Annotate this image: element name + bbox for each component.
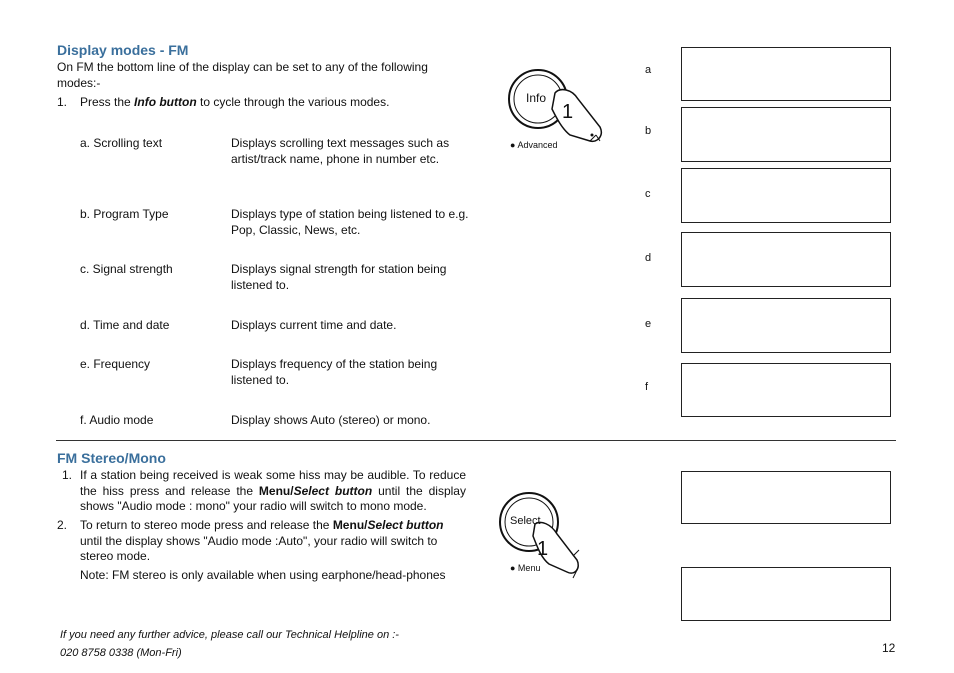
lcd-display-c <box>681 168 891 223</box>
lcd-a-band <box>861 100 890 101</box>
select-button-label: Select <box>510 515 541 527</box>
lcd-e-station <box>685 352 736 353</box>
stereo-step1-b: until the display shows "Audio mode : mono" your radio will switch to mono mode. <box>80 483 466 513</box>
info-button-label: Info <box>526 91 547 105</box>
lcd-b-station <box>685 161 761 162</box>
mode-desc-e: Displays frequency of the station being listened to. <box>231 357 438 387</box>
info-button-illustration <box>500 65 610 155</box>
stereo-step2-text <box>80 518 466 565</box>
section-divider <box>56 440 896 441</box>
step-prefix: Press the <box>80 95 135 109</box>
stereo-step1-text <box>80 468 466 515</box>
stereo-step2-bold-italic: Select button <box>367 518 444 532</box>
menu-label: ● Menu <box>510 563 541 573</box>
step-badge: 1 <box>562 101 574 123</box>
lcd-display-d <box>681 232 891 287</box>
lcd-b-band <box>861 160 890 162</box>
stereo-step1-bold: Menu/ <box>258 483 294 498</box>
display-letter-c: c <box>645 188 651 200</box>
lcd-e-band <box>861 351 890 353</box>
select-button-illustration <box>495 490 595 580</box>
mode-desc-f: Display shows Auto (stereo) or mono. <box>231 413 431 427</box>
step-instruction <box>80 95 470 111</box>
stereo-step2-bold: Menu/ <box>332 518 368 532</box>
stereo-step2-a: To return to stereo mode press and release the <box>80 518 333 532</box>
lcd-c-station <box>685 222 736 223</box>
step-badge-2: 1 <box>537 538 549 560</box>
display-letter-d: d <box>645 252 652 264</box>
stereo-step2-b: until the display shows "Audio mode :Auto", your radio will switch to stereo mode. <box>80 533 438 563</box>
section-heading-display-modes: Display modes - FM <box>57 42 189 58</box>
display-letter-b: b <box>645 125 652 137</box>
mode-label-b: b. Program Type <box>80 207 169 221</box>
stereo-step2-number: 2. <box>57 518 68 532</box>
lcd-f-band <box>861 416 890 417</box>
stereo-step1-a: If a station being received is weak some hiss may be audible. To reduce the hiss press and release the <box>80 468 466 498</box>
display-letter-e: e <box>645 318 652 330</box>
page-number: 12 <box>882 641 896 655</box>
lcd-d-station <box>685 286 761 287</box>
display-letter-f: f <box>645 381 649 393</box>
mode-desc-d: Displays current time and date. <box>231 318 397 332</box>
stereo-step1-bold-italic: Select button <box>293 483 373 498</box>
mode-desc-c: Displays signal strength for station being listened to. <box>231 262 447 292</box>
lcd-audio-mono <box>681 471 891 524</box>
lcd-display-a <box>681 47 891 101</box>
mode-desc-a: Displays scrolling text messages such as artist/track name, phone in number etc. <box>231 136 450 166</box>
section-heading-stereo-mono: FM Stereo/Mono <box>57 450 166 466</box>
stereo-note: Note: FM stereo is only available when using earphone/head-phones <box>80 568 446 582</box>
mode-desc-b: Displays type of station being listened to e.g. Pop, Classic, News, etc. <box>231 207 469 237</box>
mode-label-e: e. Frequency <box>80 357 151 371</box>
mode-label-f: f. Audio mode <box>80 413 154 427</box>
lcd-audio-auto-line <box>685 620 890 621</box>
lcd-display-b <box>681 107 891 162</box>
mode-label-d: d. Time and date <box>80 318 170 332</box>
step-bold: Info button <box>134 95 197 109</box>
intro-text: On FM the bottom line of the display can be set to any of the following modes:- <box>57 60 428 90</box>
step-suffix: to cycle through the various modes. <box>196 95 390 109</box>
lcd-c-band <box>861 221 890 223</box>
mode-label-c: c. Signal strength <box>80 262 173 276</box>
step-number: 1. <box>57 95 68 109</box>
lcd-d-band <box>861 285 890 287</box>
lcd-display-f <box>681 363 891 417</box>
advanced-label: ● Advanced <box>510 140 558 150</box>
helpline-text: If you need any further advice, please call our Technical Helpline on :- <box>60 629 399 641</box>
mode-label-a: a. Scrolling text <box>80 136 163 150</box>
display-letter-a: a <box>645 64 652 76</box>
helpline-phone: 020 8758 0338 (Mon-Fri) <box>60 647 182 659</box>
lcd-display-e <box>681 298 891 353</box>
stereo-step1-number: 1. <box>62 468 73 482</box>
lcd-audio-auto <box>681 567 891 621</box>
